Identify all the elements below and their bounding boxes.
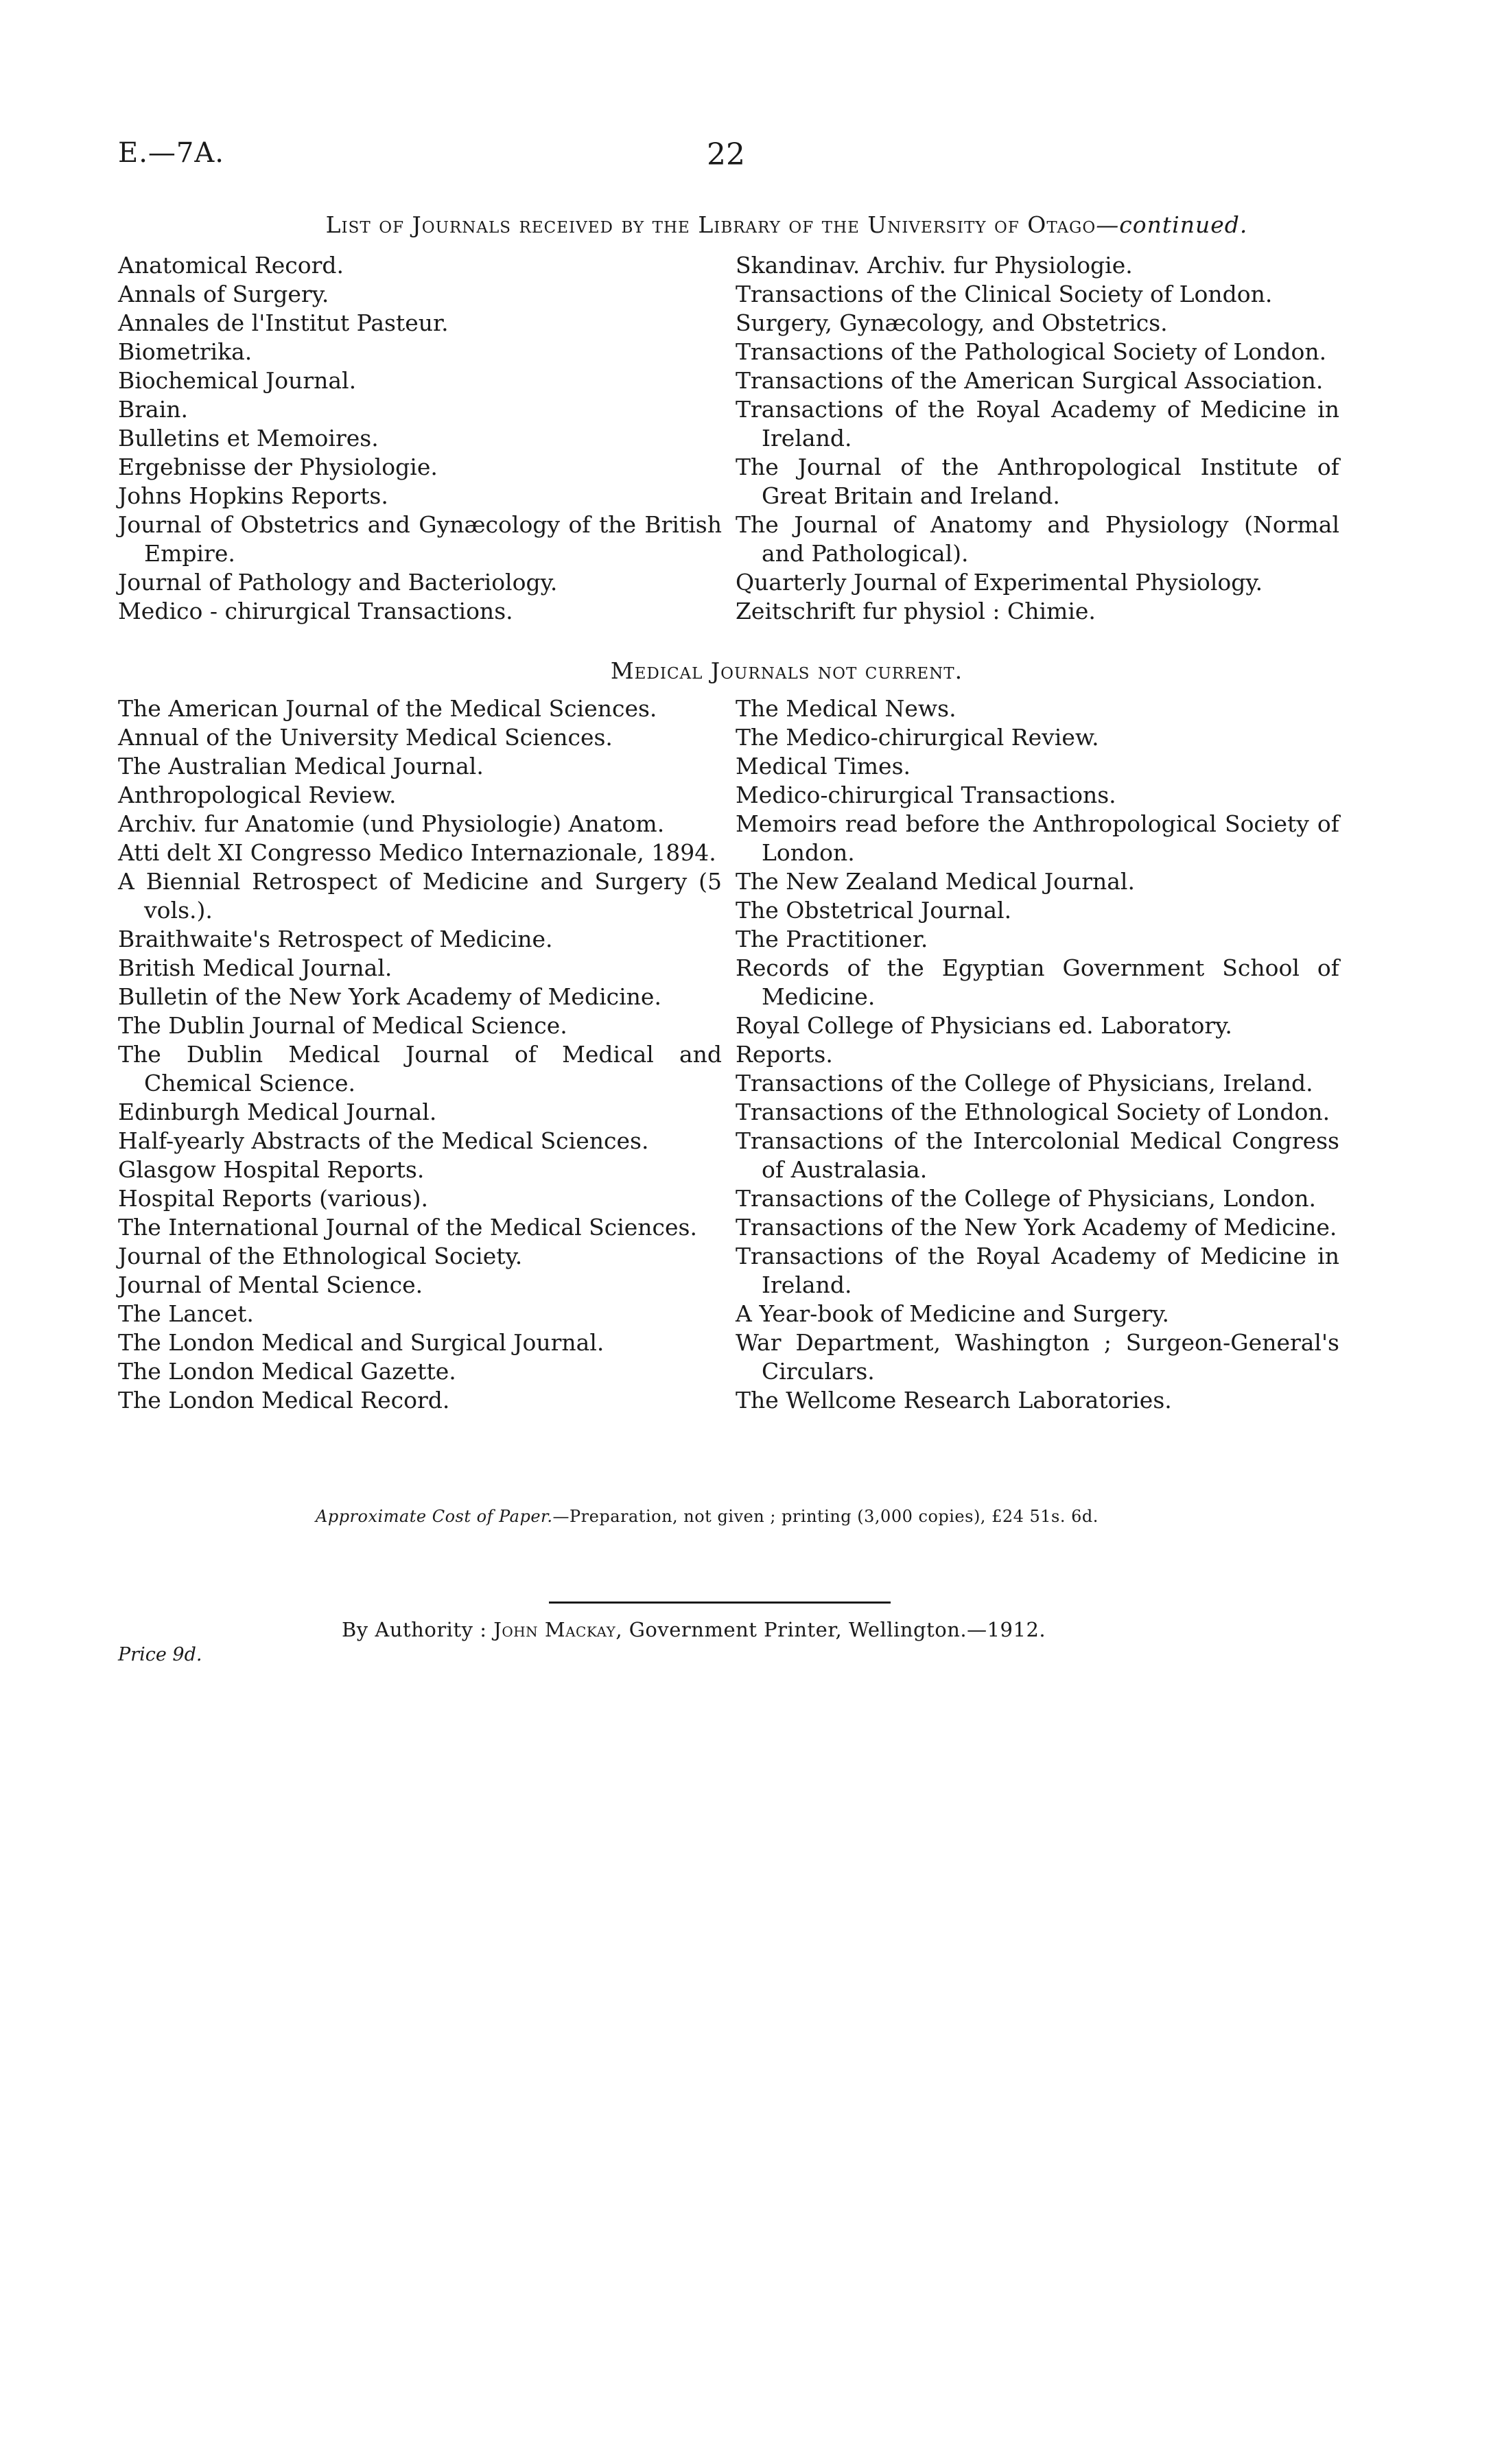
list-item: The London Medical and Surgical Journal. (118, 1329, 604, 1356)
list-item: Transactions of the Ethnological Society of London. (736, 1099, 1330, 1125)
list-item: Transactions of the Royal Academy of Medicine in Ireland. (736, 396, 1339, 451)
list-item: Memoirs read before the Anthropological Society of London. (736, 810, 1339, 866)
list-item: The Obstetrical Journal. (736, 897, 1012, 924)
list-item: Journal of Pathology and Bacteriology. (118, 569, 558, 596)
list-item: Biochemical Journal. (118, 367, 357, 394)
list-item: Annals of Surgery. (118, 281, 329, 307)
document-code: E.—7A. (118, 137, 224, 169)
list-item: Anatomical Record. (118, 252, 344, 279)
list-item: Edinburgh Medical Journal. (118, 1099, 437, 1125)
list-item: Zeitschrift fur physiol : Chimie. (736, 598, 1096, 624)
list-item: Surgery, Gynæcology, and Obstetrics. (736, 309, 1168, 336)
list-item: The Journal of the Anthropological Institute of Great Britain and Ireland. (736, 454, 1339, 509)
page-number: 22 (707, 137, 745, 172)
authority-prefix: By Authority : (342, 1618, 487, 1641)
list-item: Anthropological Review. (118, 782, 397, 808)
list-item: The American Journal of the Medical Sciences. (118, 695, 657, 722)
list-item: Transactions of the American Surgical Association. (736, 367, 1324, 394)
list-item: Medico - chirurgical Transactions. (118, 598, 513, 624)
cost-of-paper-note (316, 1507, 1099, 1526)
list-item: The Australian Medical Journal. (118, 753, 484, 779)
journals-received-left-column (118, 251, 722, 626)
list-item: The London Medical Gazette. (118, 1358, 456, 1385)
list-item: A Biennial Retrospect of Medicine and Surgery (5 vols.). (118, 868, 722, 924)
printer-authority-line (342, 1618, 1046, 1641)
list-item: War Department, Washington ; Surgeon-General's Circulars. (736, 1329, 1339, 1385)
authority-suffix: , Government Printer, Wellington.—1912. (615, 1618, 1046, 1641)
list-item: Journal of Obstetrics and Gynæcology of the British Empire. (118, 511, 722, 567)
list-item: Brain. (118, 396, 188, 423)
cost-label: Approximate Cost of Paper. (316, 1507, 553, 1526)
list-item: A Year-book of Medicine and Surgery. (736, 1300, 1169, 1327)
list-item: Skandinav. Archiv. fur Physiologie. (736, 252, 1133, 279)
list-item: Medico-chirurgical Transactions. (736, 782, 1116, 808)
section-title-not-current (41, 657, 1491, 684)
list-item: Records of the Egyptian Government School of Medicine. (736, 954, 1339, 1010)
list-item: Hospital Reports (various). (118, 1185, 429, 1212)
list-item: Transactions of the College of Physicians, Ireland. (736, 1070, 1313, 1096)
list-item: Ergebnisse der Physiologie. (118, 454, 438, 480)
list-item: Johns Hopkins Reports. (118, 482, 388, 509)
list-item: Biometrika. (118, 338, 253, 365)
journals-received-right-column (736, 251, 1339, 626)
list-item: Half-yearly Abstracts of the Medical Sciences. (118, 1127, 649, 1154)
cost-text: —Preparation, not given ; printing (3,000 copies), £24 51s. 6d. (552, 1507, 1099, 1526)
list-item: Journal of the Ethnological Society. (118, 1243, 523, 1269)
list-item: The International Journal of the Medical Sciences. (118, 1214, 697, 1241)
price-note: Price 9d. (118, 1644, 202, 1665)
not-current-left-column (118, 694, 722, 1415)
section-title-text: Medical Journals not current. (610, 657, 963, 684)
list-item: Royal College of Physicians ed. Laboratory. (736, 1012, 1232, 1039)
list-item: The Wellcome Research Laboratories. (736, 1387, 1172, 1413)
list-item: Quarterly Journal of Experimental Physiology. (736, 569, 1263, 596)
list-item: Reports. (736, 1041, 833, 1068)
list-item: Bulletin of the New York Academy of Medicine. (118, 983, 661, 1010)
list-item: The Dublin Medical Journal of Medical and Chemical Science. (118, 1041, 722, 1096)
list-item: Transactions of the Clinical Society of London. (736, 281, 1273, 307)
list-item: Transactions of the Intercolonial Medical Congress of Australasia. (736, 1127, 1339, 1183)
section-title-suffix: —continued. (1096, 211, 1248, 238)
list-item: Bulletins et Memoires. (118, 425, 379, 451)
list-item: The Medical News. (736, 695, 956, 722)
list-item: Braithwaite's Retrospect of Medicine. (118, 926, 553, 952)
list-item: The Medico-chirurgical Review. (736, 724, 1099, 751)
printer-name: John Mackay (493, 1618, 616, 1641)
list-item: The Practitioner. (736, 926, 928, 952)
section-title-main: List of Journals received by the Library of the University of Otago (325, 211, 1096, 238)
list-item: Atti delt XI Congresso Medico Internazionale, 1894. (118, 839, 716, 866)
divider-rule (549, 1601, 891, 1604)
list-item: Transactions of the New York Academy of Medicine. (736, 1214, 1337, 1241)
list-item: The Dublin Journal of Medical Science. (118, 1012, 567, 1039)
list-item: Annales de l'Institut Pasteur. (118, 309, 449, 336)
list-item: The Journal of Anatomy and Physiology (Normal and Pathological). (736, 511, 1339, 567)
list-item: Transactions of the College of Physicians, London. (736, 1185, 1316, 1212)
not-current-right-column (736, 694, 1339, 1415)
list-item: Transactions of the Royal Academy of Medicine in Ireland. (736, 1243, 1339, 1298)
section-title-journals-received (41, 211, 1491, 238)
list-item: Medical Times. (736, 753, 911, 779)
list-item: Transactions of the Pathological Society of London. (736, 338, 1327, 365)
list-item: Annual of the University Medical Sciences. (118, 724, 613, 751)
list-item: The New Zealand Medical Journal. (736, 868, 1135, 895)
list-item: Glasgow Hospital Reports. (118, 1156, 425, 1183)
list-item: British Medical Journal. (118, 954, 392, 981)
list-item: The Lancet. (118, 1300, 254, 1327)
list-item: Archiv. fur Anatomie (und Physiologie) Anatom. (118, 810, 665, 837)
list-item: Journal of Mental Science. (118, 1271, 423, 1298)
list-item: The London Medical Record. (118, 1387, 450, 1413)
